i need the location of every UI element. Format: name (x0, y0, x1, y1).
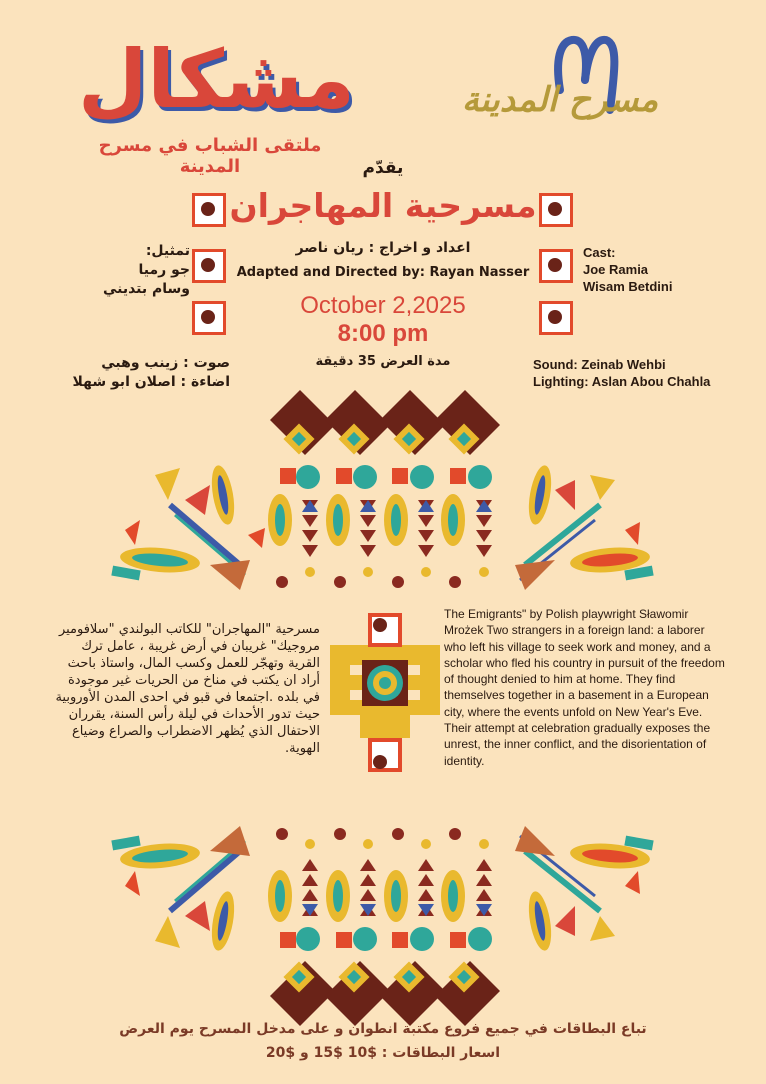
decorative-box-icon (539, 301, 573, 335)
center-motif (330, 615, 440, 770)
description-en: The Emigrants" by Polish playwright Sławomir Mrożek Two strangers in a foreign land: a laborer who left his village to seek work and money, and a scholar who fled his country in pursuit of the freedom of thought denied to him at home. They find themselves together in a basement in a European city, where the events unfold on New Year's Eve. Their attempt at celebration gradually exposes the unrest, the inner conflict, and the disorientation of identity. (444, 607, 725, 768)
ticket-prices: اسعار البطاقات : $10 $15 و $20 (265, 1045, 501, 1061)
cast-ar (60, 242, 190, 299)
crew-en (533, 356, 753, 390)
cast-actor-en: Joe Ramia (583, 262, 649, 277)
cast-actor-en: Wisam Betdini (583, 279, 673, 294)
cast-label-ar: تمثيل: (145, 243, 190, 259)
direction-credit-ar: اعداد و اخراج : ريان ناصر (295, 240, 471, 256)
decorative-box-icon (192, 249, 226, 283)
cast-label-en: Cast: (583, 245, 616, 260)
show-date: October 2,2025 (300, 292, 466, 319)
mashkal-subtitle: ملتقى الشباب في مسرح المدينة (98, 135, 322, 177)
decorative-box-icon (539, 249, 573, 283)
tickets-location: تباع البطاقات في جميع فروع مكتبة انطوان و على مدخل المسرح يوم العرض (119, 1021, 647, 1037)
sound-credit-ar: صوت : زينب وهبي (101, 355, 230, 371)
show-time: 8:00 pm (337, 320, 429, 347)
crew-ar (40, 354, 230, 392)
sound-credit-en: Sound: Zeinab Wehbi (533, 357, 666, 372)
decorative-box-icon (192, 301, 226, 335)
medina-theatre-logo (430, 40, 690, 130)
mashkal-logo: مشكال (78, 33, 355, 126)
lighting-credit-en: Lighting: Aslan Abou Chahla (533, 374, 711, 389)
lower-pattern (111, 826, 653, 1026)
upper-pattern (111, 390, 653, 590)
cast-actor-ar: جو رميا (138, 262, 190, 278)
cast-en (583, 244, 743, 295)
presents-label: يقدّم (362, 158, 404, 178)
medina-logo-text: مسرح المدينة (461, 80, 659, 120)
show-duration: مدة العرض 35 دقيقة (315, 354, 451, 369)
cast-actor-ar: وسام بتديني (102, 281, 190, 297)
direction-credit-en: Adapted and Directed by: Rayan Nasser (236, 265, 530, 280)
play-title: مسرحية المهاجران (229, 186, 537, 225)
decorative-box-icon (192, 193, 226, 227)
description-ar: مسرحية "المهاجران" للكاتب البولندي "سلافومير مروجيك" غريبان في أرض غريبة ، عامل ترك القرية وتهجّر للعمل وكسب المال، واستاذ باحث أراد ان يكتب في مناخ من الحريات غير موجودة في بلده .اجتمعا في قبو في احدى المدن الأوروبية حيث تدور الأحداث في ليلة رأس السنة، يقرران الاحتفال الذي يُظهر الاضطراب والصراع وضياع الهوية. (55, 622, 320, 756)
lighting-credit-ar: اضاءة : اصلان ابو شهلا (72, 374, 230, 390)
decorative-box-icon (539, 193, 573, 227)
